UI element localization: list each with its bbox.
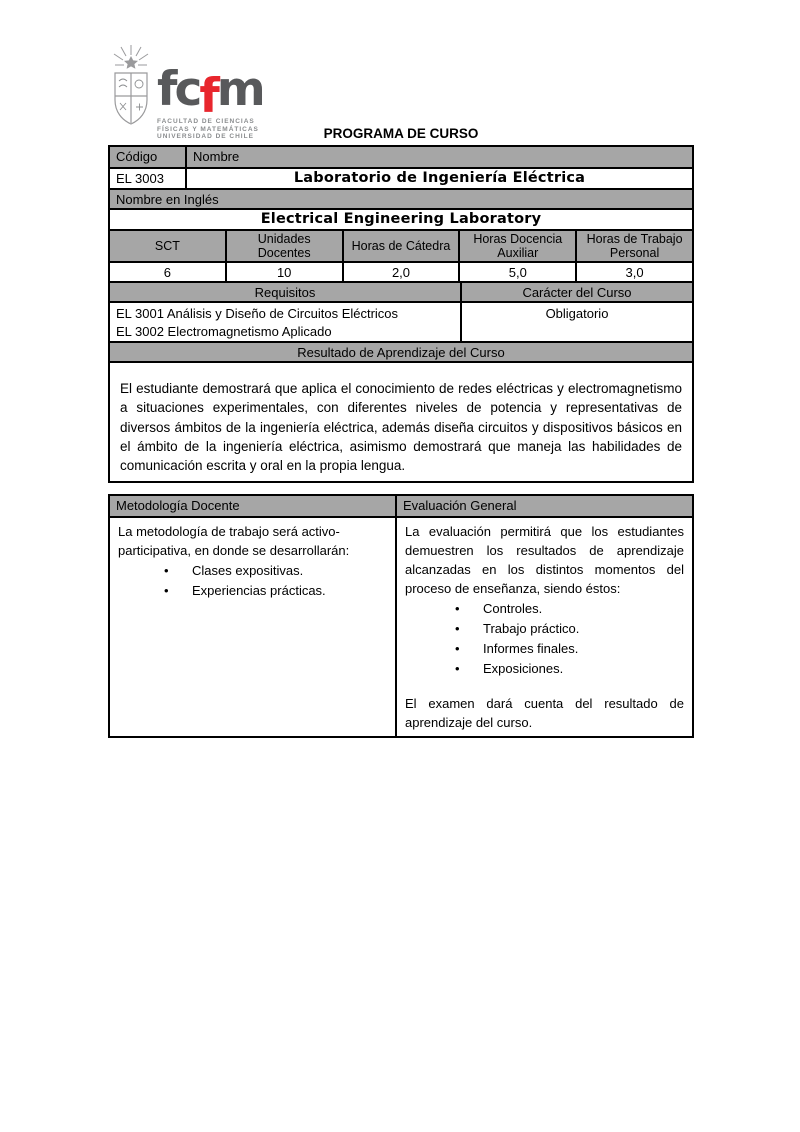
bullet-icon: •: [164, 563, 169, 578]
bullet-icon: •: [455, 641, 460, 656]
credit-header-auxiliar: Horas Docencia Auxiliar: [458, 231, 575, 261]
bullet-icon: •: [164, 583, 169, 598]
evaluacion-bullet-1: Controles.: [483, 601, 543, 616]
requisitos-header-row: [110, 281, 692, 301]
codigo-label: Código: [110, 147, 185, 167]
nombre-ingles-value: Electrical Engineering Laboratory: [260, 211, 542, 227]
evaluacion-cell: [395, 518, 692, 736]
requisito-2: EL 3002 Electromagnetismo Aplicado: [116, 324, 332, 339]
wordmark-f-red: f: [199, 69, 217, 124]
code-name-header-row: [110, 147, 692, 167]
evaluacion-bullet-3: Informes finales.: [483, 641, 579, 656]
english-name-header-row: [110, 188, 692, 208]
evaluacion-bullet-2: Trabajo práctico.: [483, 621, 580, 636]
method-eval-header-row: [110, 496, 692, 516]
english-name-value-row: [110, 208, 692, 229]
requisitos-values: [110, 303, 460, 341]
university-crest-icon: [110, 44, 152, 130]
credit-header-unidades: Unidades Docentes: [225, 231, 342, 261]
requisitos-label: Requisitos: [110, 283, 460, 301]
nombre-value: Laboratorio de Ingeniería Eléctrica: [185, 169, 692, 188]
evaluacion-bullet-4: Exposiciones.: [483, 661, 564, 676]
list-item: [118, 561, 387, 581]
resultado-text: El estudiante demostrará que aplica el conocimiento de redes eléctricas y electromagnetismo a situaciones experimentales, con diferentes niveles de potencia y representativas de diversos ámbitos de la ingeniería eléctrica, además diseña circuitos y dispositivos básicos en el ámbito de la ingeniería eléctrica, asimismo demostrará que maneja las habilidades de comunicación escrita y oral en la propia lengua.: [120, 381, 682, 474]
method-eval-table: [108, 494, 694, 738]
credit-value-catedra: 2,0: [342, 263, 459, 281]
credit-header-row: [110, 229, 692, 261]
list-item: [405, 659, 684, 679]
metodologia-label: Metodología Docente: [110, 496, 395, 516]
method-eval-content-row: [110, 516, 692, 736]
credit-value-auxiliar: 5,0: [458, 263, 575, 281]
metodologia-bullets: [118, 561, 387, 601]
resultado-box: [110, 361, 692, 481]
metodologia-intro: La metodología de trabajo será activo-participativa, en donde se desarrollarán:: [118, 524, 350, 558]
evaluacion-intro: La evaluación permitirá que los estudiantes demuestren los resultados de aprendizaje alcanzadas en los distintos momentos del proceso de enseñanza, siendo éstos:: [405, 524, 684, 596]
requisitos-value-row: [110, 301, 692, 341]
code-name-value-row: [110, 167, 692, 188]
credit-header-personal: Horas de Trabajo Personal: [575, 231, 692, 261]
wordmark-m: m: [216, 62, 263, 117]
evaluacion-label: Evaluación General: [395, 496, 692, 516]
evaluacion-bullets: [405, 599, 684, 679]
logo-subtitle-line3: UNIVERSIDAD DE CHILE: [157, 133, 254, 140]
credit-header-catedra: Horas de Cátedra: [342, 231, 459, 261]
bullet-icon: •: [455, 621, 460, 636]
credit-value-row: [110, 261, 692, 281]
caracter-label: Carácter del Curso: [460, 283, 692, 301]
metodologia-bullet-1: Clases expositivas.: [192, 563, 304, 578]
spacer: [405, 679, 684, 694]
bullet-icon: •: [455, 661, 460, 676]
nombre-label: Nombre: [185, 147, 692, 167]
resultado-label: Resultado de Aprendizaje del Curso: [110, 343, 692, 361]
caracter-value: Obligatorio: [460, 303, 692, 341]
requisito-1: EL 3001 Análisis y Diseño de Circuitos Eléctricos: [116, 306, 399, 321]
codigo-value: EL 3003: [116, 171, 164, 186]
credit-header-sct: SCT: [110, 231, 225, 261]
nombre-ingles-label: Nombre en Inglés: [110, 190, 692, 208]
evaluacion-outro: El examen dará cuenta del resultado de aprendizaje del curso.: [405, 696, 684, 730]
list-item: [405, 599, 684, 619]
page-title: PROGRAMA DE CURSO: [323, 126, 479, 141]
list-item: [405, 639, 684, 659]
metodologia-bullet-2: Experiencias prácticas.: [192, 583, 326, 598]
credit-value-sct: 6: [163, 265, 172, 280]
logo-subtitle-line1: FACULTAD DE CIENCIAS: [157, 118, 255, 125]
wordmark-fc: fc: [157, 62, 200, 117]
resultado-header-row: [110, 341, 692, 361]
bullet-icon: •: [455, 601, 460, 616]
metodologia-cell: [110, 518, 395, 736]
course-info-table: [108, 145, 694, 483]
logo-subtitle-line2: FÍSICAS Y MATEMÁTICAS: [157, 125, 259, 133]
list-item: [118, 581, 387, 601]
credit-value-unidades: 10: [225, 263, 342, 281]
list-item: [405, 619, 684, 639]
credit-value-personal: 3,0: [575, 263, 692, 281]
